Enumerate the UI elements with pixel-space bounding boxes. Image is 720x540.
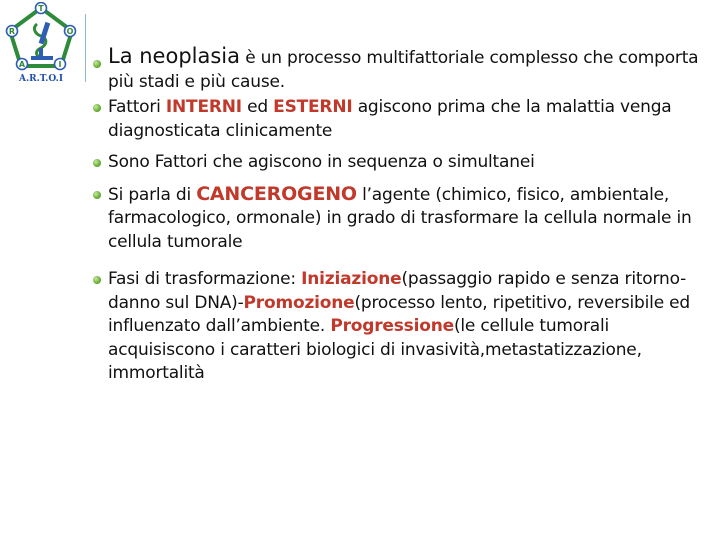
- artoi-logo: [4, 2, 78, 86]
- bullet-5-iniziazione: Iniziazione: [301, 269, 402, 289]
- artoi-emblem-icon: [4, 2, 78, 86]
- bullet-2-part-3: agiscono prima che la malattia venga diagnosticata clinicamente: [108, 97, 672, 141]
- bullet-2-part-2: ed: [241, 97, 274, 117]
- bullet-dot-icon: [93, 60, 101, 68]
- bullet-dot-icon: [93, 191, 101, 199]
- bullet-4-cancerogeno: CANCEROGENO: [196, 182, 357, 205]
- bullet-4-part-1: Si parla di: [108, 184, 197, 205]
- header-divider: [85, 14, 86, 82]
- bullet-5-part-3: (processo lento, ripetitivo, reversibile ed influenzato dall’ambiente.: [108, 292, 691, 336]
- logo-letter-o: O: [66, 27, 74, 36]
- bullet-5-part-4: (le cellule tumorali acquisiscono i caratteri biologici di invasività,metastatizzazione, immortalità: [108, 316, 642, 383]
- bullet-5-promozione: Promozione: [243, 292, 355, 313]
- logo-letter-a: A: [18, 60, 26, 69]
- bullet-item-neoplasia: [90, 44, 710, 94]
- bullet-item-cancerogeno: [90, 183, 710, 255]
- bullet-5-progressione: Progressione: [330, 316, 454, 336]
- logo-acronym: A.R.T.O.I: [18, 74, 64, 84]
- logo-letter-i: I: [58, 60, 62, 69]
- logo-letter-t: T: [38, 4, 44, 13]
- bullet-3-text: Sono Fattori che agiscono in sequenza o simultanei: [108, 152, 535, 172]
- bullet-2-esterni: ESTERNI: [273, 97, 353, 117]
- bullet-dot-icon: [93, 276, 101, 284]
- bullet-item-fattori: [90, 96, 710, 143]
- bullet-item-fasi: [90, 268, 710, 386]
- bullet-4-part-2: l’agente (chimico, fisico, ambientale, farmacologico, ormonale) in grado di trasformare la cellula normale in cellula tumorale: [108, 184, 692, 252]
- bullet-dot-icon: [93, 104, 101, 112]
- bullet-5-part-2: (passaggio rapido e senza ritorno-danno sul DNA)-: [108, 269, 687, 313]
- bullet-1-lead: La neoplasia: [108, 44, 240, 68]
- bullet-2-part-1: Fattori: [108, 97, 166, 117]
- bullet-5-part-1: Fasi di trasformazione:: [108, 269, 302, 289]
- slide-body: [90, 44, 710, 386]
- bullet-item-sequenza: [90, 151, 710, 175]
- bullet-1-text: è un processo multifattoriale complesso che comporta più stadi e più cause.: [108, 48, 699, 92]
- bullet-dot-icon: [93, 159, 101, 167]
- logo-letter-r: R: [8, 27, 16, 36]
- bullet-2-interni: INTERNI: [165, 97, 242, 117]
